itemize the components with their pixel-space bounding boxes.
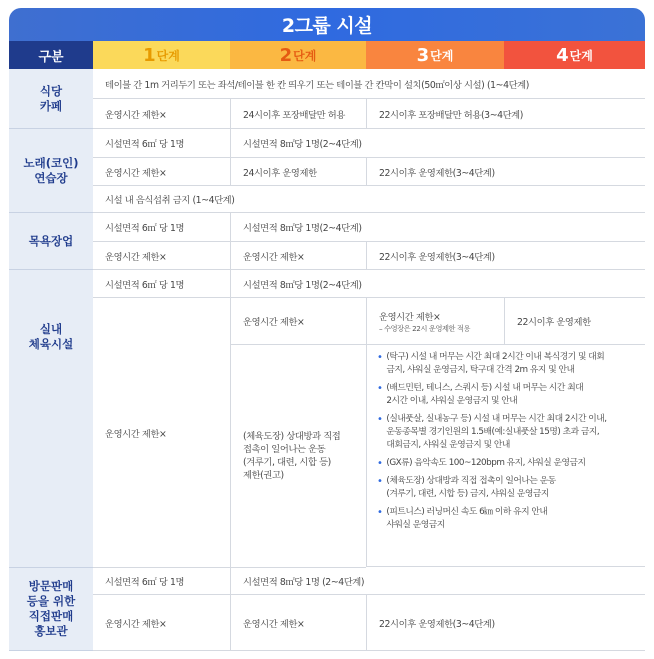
gym-stage2-dojo-restriction: (체육도장) 상대방과 직접 접촉이 일어나는 운동 (겨루기, 대련, 시합 등) 제한(권고) [230,345,366,568]
gym-stage3-hours [366,298,504,345]
gym-pool-note: – 수영장은 22시 운영제한 적용 [379,323,471,333]
stage-2-label: 단계 [293,48,317,63]
karaoke-stage1-hours: 운영시간 제한× [93,158,230,186]
restaurant-stage2-hours: 24시이후 포장배달만 허용 [230,99,366,129]
category-indoor-sports: 실내 체육시설 [9,270,93,568]
sales-stage1-capacity: 시설면적 6㎡ 당 1명 [93,568,230,595]
list-item [377,351,641,377]
stage-3-label: 단계 [430,48,454,63]
gym-stage34-rules-list [366,345,645,567]
karaoke-stage2-hours: 24시이후 운영제한 [230,158,366,186]
sales-stage1-hours: 운영시간 제한× [93,595,230,651]
rule-gx: (GX류) 음악속도 100~120bpm 유지, 샤워실 운영금지 [386,458,586,468]
category-direct-sales: 방문판매 등을 위한 직접판매 홍보관 [9,568,93,651]
list-item [377,457,641,470]
bullet-icon: • [377,352,383,363]
list-item [377,475,641,501]
stage-2-number: 2 [279,44,293,66]
bath-stage34-hours: 22시이후 운영제한(3~4단계) [366,242,645,270]
bath-stage1-hours: 운영시간 제한× [93,242,230,270]
bullet-icon: • [377,414,383,425]
bullet-icon: • [377,476,383,487]
karaoke-food-ban: 시설 내 음식섭취 금지 (1~4단계) [93,186,645,213]
header-stage-3 [366,41,504,69]
bullet-icon: • [377,383,383,394]
restaurant-stage34-hours: 22시이후 포장배달만 허용(3~4단계) [366,99,645,129]
gym-stage1-capacity: 시설면적 6㎡ 당 1명 [93,270,230,298]
rule-futsal: (실내풋살, 실내농구 등) 시설 내 머무는 시간 최대 2시간 이내, 운동종목별 경기인원의 1.5배(예:실내풋살 15명) 초과 금지, 대회금지, 샤워실 운영금지 및 안내 [386,414,607,450]
stage-4-label: 단계 [569,48,593,63]
stage-3-number: 3 [416,44,430,66]
header-gubun: 구분 [9,41,93,69]
gym-stage4-hours: 22시이후 운영제한 [504,298,645,345]
rule-dojo: (체육도장) 상대방과 직접 접촉이 일어나는 운동 (겨루기, 대련, 시합 등) 금지, 샤워실 운영금지 [386,476,556,499]
rule-table-tennis: (탁구) 시설 내 머무는 시간 최대 2시간 이내 복식경기 및 대회 금지, 샤워실 운영금지, 탁구대 간격 2m 유지 및 안내 [386,352,605,375]
restaurant-stage1-hours: 운영시간 제한× [93,99,230,129]
karaoke-stage1-capacity: 시설면적 6㎡ 당 1명 [93,129,230,158]
gym-stage1-hours: 운영시간 제한× [93,298,230,568]
category-bathhouse: 목욕장업 [9,213,93,270]
list-item [377,382,641,408]
header-stage-1 [93,41,230,69]
restaurant-distance-rule: 테이블 간 1m 거리두기 또는 좌석/테이블 한 칸 띄우기 또는 테이블 간 칸막이 설치(50㎡이상 시설) (1~4단계) [93,69,645,99]
sales-stage34-hours: 22시이후 운영제한(3~4단계) [366,595,645,651]
rule-fitness: (피트니스) 러닝머신 속도 6㎞ 이하 유지 안내 샤워실 운영금지 [386,507,548,530]
category-restaurant: 식당 카페 [9,69,93,129]
list-item [377,506,641,532]
karaoke-stage34-hours: 22시이후 운영제한(3~4단계) [366,158,645,186]
header-stage-2 [230,41,366,69]
stage-4-number: 4 [556,44,569,66]
stage-1-number: 1 [143,44,156,66]
bath-stage1-capacity: 시설면적 6㎡ 당 1명 [93,213,230,242]
bullet-icon: • [377,507,383,518]
karaoke-stage24-capacity: 시설면적 8㎡당 1명(2~4단계) [230,129,645,158]
bath-stage2-hours: 운영시간 제한× [230,242,366,270]
bullet-icon: • [377,458,383,469]
bath-stage24-capacity: 시설면적 8㎡당 1명(2~4단계) [230,213,645,242]
rule-badminton: (배드민턴, 테니스, 스쿼시 등) 시설 내 머무는 시간 최대 2시간 이내, 샤워실 운영금지 및 안내 [386,383,584,406]
list-item [377,413,641,452]
gym-stage3-hours-text: 운영시간 제한× [379,311,441,323]
header-stage-4 [504,41,645,69]
stage-1-label: 단계 [156,48,180,63]
page-title: 2그룹 시설 [9,8,645,41]
gym-stage2-hours: 운영시간 제한× [230,298,366,345]
gym-stage24-capacity: 시설면적 8㎡당 1명(2~4단계) [230,270,645,298]
sales-stage2-hours: 운영시간 제한× [230,595,366,651]
sales-stage24-capacity: 시설면적 8㎡당 1명 (2~4단계) [230,568,645,595]
category-karaoke: 노래(코인) 연습장 [9,129,93,213]
